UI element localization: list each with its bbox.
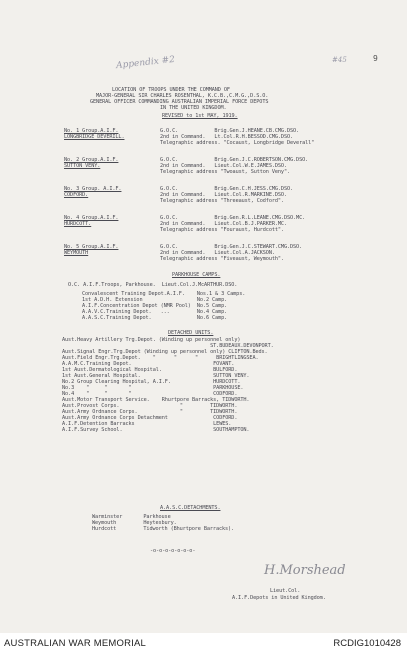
group-1-line: 2nd in Command. Lt.Col.R.H.BESSOD.CMG.DSO. xyxy=(160,134,294,140)
divider: -o-o-o-o-o-o-o- xyxy=(150,548,196,554)
group-1-line: Telegraphic address. "Cocaust, Longbridge Deverall" xyxy=(160,140,315,146)
group-5-name: No. 5 Group.A.I.F. xyxy=(64,244,119,250)
group-2-line: Telegraphic address "Twoaust, Sutton Veny". xyxy=(160,169,290,175)
detached-heading: DETACHED UNITS. xyxy=(168,330,214,336)
group-3-place: CODFORD. xyxy=(64,192,89,198)
aasc-line: Warminster Parkhouse xyxy=(92,514,171,520)
detached-line: Aust.Field Engr.Trg.Depot. " " " BRIGHTLINGSEA. xyxy=(62,355,259,361)
signoff-rank: Lieut.Col. xyxy=(270,588,301,594)
aasc-line: Hurdcott Tidworth (Bhurtpore Barracks). xyxy=(92,526,235,532)
group-2-place: SUTTON VENY. xyxy=(64,163,101,169)
detached-line: Aust.Signal Engr.Trg.Depot (Winding up personnel only) CLIFTON.Beds. xyxy=(62,349,268,355)
group-5-line: 2nd in Command. Lieut.Col.A.JACKSON. xyxy=(160,250,275,256)
aasc-heading: A.A.S.C.DETACHMENTS. xyxy=(160,505,221,511)
group-5-place: WEYMOUTH xyxy=(64,250,89,256)
title-line-4: IN THE UNITED KINGDOM. xyxy=(160,105,227,111)
detached-line: No.3 " " " PARKHOUSE. xyxy=(62,385,244,391)
parkhouse-line: A.A.V.C.Training Depot. ... No.4 Camp. xyxy=(82,309,228,315)
group-4-line: G.O.C. Brig.Gen.R.L.LEANE.CMG.DSO.MC. xyxy=(160,215,306,221)
footer-record-id: RCDIG1010428 xyxy=(333,638,401,649)
detached-line: Aust.Army Ordnance Corps Detachment CODFORD. xyxy=(62,415,238,421)
group-3-name: No. 3 Group. A.I.F. xyxy=(64,186,122,192)
group-1-line: G.O.C. Brig.Gen.J.HEANE.CB.CMG.DSO. xyxy=(160,128,300,134)
corner-mark: #45 xyxy=(332,56,347,64)
detached-line: Aust.Motor Transport Service. Rhurtpore Barracks, TIDWORTH. xyxy=(62,397,250,403)
group-3-line: Telegraphic address "Threeaust, Codford". xyxy=(160,198,284,204)
group-2-name: No. 2 Group.A.I.F. xyxy=(64,157,119,163)
detached-line: A.A.M.C.Training Depot. FOVANT. xyxy=(62,361,235,367)
detached-line: 1st Aust.General Hospital. SUTTON VENY. xyxy=(62,373,250,379)
detached-line: Aust.Army Ordnance Corps. " TIDWORTH. xyxy=(62,409,238,415)
detached-line: Aust.Heavy Artillery Trg.Depot. (Winding up personnel only) xyxy=(62,337,241,343)
parkhouse-oc: O.C. A.I.F.Troops, Parkhouse. Lieut.Col.J.McARTHUR.DSO. xyxy=(68,282,238,288)
parkhouse-line: A.I.F.Concentration Depot (NMR Pool) No.5 Camp. xyxy=(82,303,228,309)
detached-line: No.2 Group Clearing Hospital, A.I.F. HURDCOTT. xyxy=(62,379,241,385)
group-5-line: Telegraphic address "Fiveaust, Weymouth". xyxy=(160,256,284,262)
detached-line: A.I.F.Detention Barracks LEWES. xyxy=(62,421,232,427)
parkhouse-heading: PARKHOUSE CAMPS. xyxy=(172,272,221,278)
archive-footer xyxy=(0,633,407,653)
group-1-name: No. 1 Group.A.I.F. xyxy=(64,128,119,134)
detached-line: No.4 " " " CODFORD. xyxy=(62,391,238,397)
group-3-line: G.O.C. Brig.Gen.C.H.JESS.CMG.DSO. xyxy=(160,186,294,192)
detached-line: 1st Aust.Dermatological Hospital. BULFORD. xyxy=(62,367,238,373)
footer-archive-name: AUSTRALIAN WAR MEMORIAL xyxy=(4,638,147,649)
revised-date: REVISED to 1st MAY, 1919. xyxy=(162,113,238,119)
group-1-place: LONGBRIDGE DEVERILL. xyxy=(64,134,125,140)
margin-note: Appendix #2 xyxy=(115,54,176,72)
signature: H.Morshead xyxy=(264,563,346,578)
detached-line: ST.BUDEAUX.DEVONPORT. xyxy=(62,343,274,349)
group-4-line: 2nd in Command. Lieut.Col.B.J.PARKER.MC. xyxy=(160,221,287,227)
group-5-line: G.O.C. Brig.Gen.J.C.STEWART.CMG.DSO. xyxy=(160,244,303,250)
group-2-line: 2nd in Command. Lieut.Col.W.E.JAMES.DSO. xyxy=(160,163,287,169)
title-line-3: GENERAL OFFICER COMMANDING AUSTRALIAN IMPERIAL FORCE DEPOTS xyxy=(90,99,269,105)
detached-line: Aust.Provost Corps. " TIDWORTH. xyxy=(62,403,238,409)
parkhouse-line: A.A.S.C.Training Depot. No.6 Camp. xyxy=(82,315,228,321)
title-line-2: MAJOR-GENERAL SIR CHARLES ROSENTHAL, K.C.B.,C.M.G.,D.S.O. xyxy=(96,93,269,99)
group-4-name: No. 4 Group.A.I.F. xyxy=(64,215,119,221)
group-4-line: Telegraphic address "Fouraust, Hurdcott". xyxy=(160,227,284,233)
group-2-line: G.O.C. Brig.Gen.J.C.ROBERTSON.CMG.DSO. xyxy=(160,157,309,163)
aasc-line: Weymouth Heytesbury. xyxy=(92,520,177,526)
group-3-line: 2nd in Command. Lieut.Col.R.MARKINE.DSO. xyxy=(160,192,287,198)
parkhouse-line: 1st A.D.H. Extension No.2 Camp. xyxy=(82,297,228,303)
page-number: 9 xyxy=(373,54,378,63)
signoff-title: A.I.F.Depots in United Kingdom. xyxy=(232,595,326,601)
group-4-place: HURDCOTT. xyxy=(64,221,92,227)
parkhouse-line: Convalescent Training Depot.A.I.F. Nos.1 & 3 Camps. xyxy=(82,291,246,297)
title-line-1: LOCATION OF TROOPS UNDER THE COMMAND OF xyxy=(112,87,230,93)
detached-line: A.I.F.Survey School. SOUTHAMPTON. xyxy=(62,427,250,433)
